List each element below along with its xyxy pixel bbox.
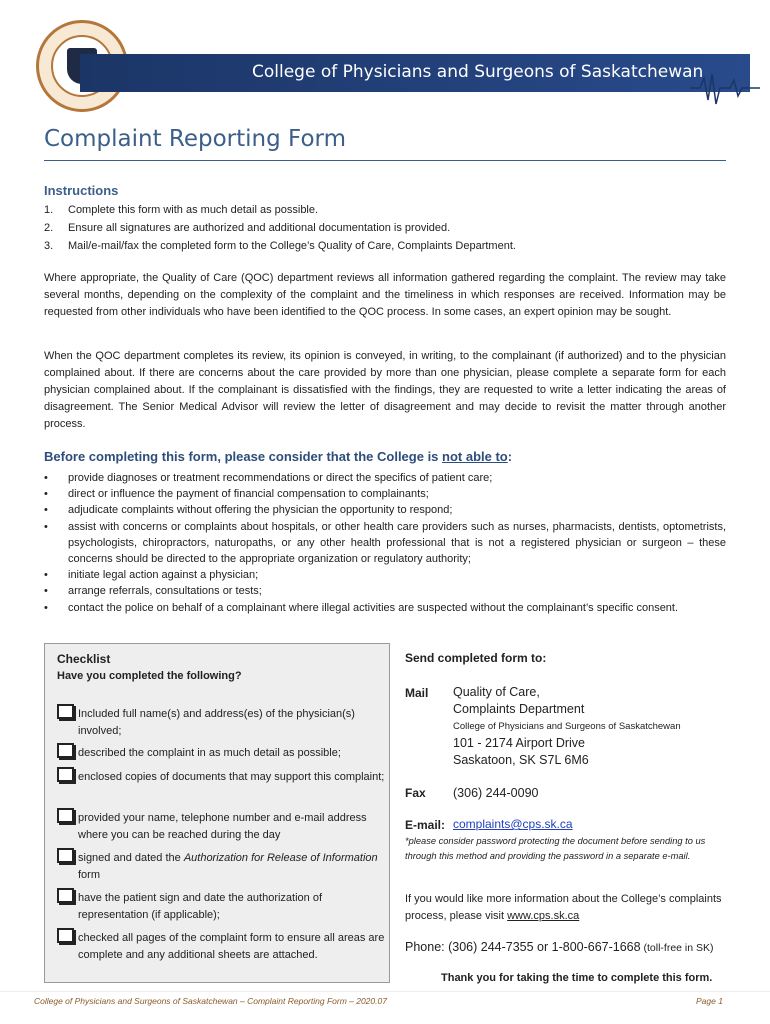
instruction-step: 2. Ensure all signatures are authorized and additional documentation is provided. xyxy=(44,222,451,234)
more-info-text: If you would like more information about the College’s complaints process, please visit www.cps.sk.ca xyxy=(405,893,722,922)
checkbox[interactable] xyxy=(57,848,74,863)
checklist-item: Included full name(s) and address(es) of the physician(s) involved; xyxy=(57,706,385,739)
checkbox[interactable] xyxy=(57,928,74,943)
list-item: • adjudicate complaints without offering the physician the opportunity to respond; xyxy=(44,504,453,517)
page-number: Page 1 xyxy=(696,996,723,1006)
list-item: • assist with concerns or complaints about hospitals, or other health care providers such as nurses, pharmacists, dentists, optometrists, psychologists, chiropractors, naturopaths, or any other health professional that is not a registered physician or surgeon – these concerns should be directed to the appropriate organization or regulatory authority; xyxy=(44,520,726,566)
footer-text: College of Physicians and Surgeons of Saskatchewan – Complaint Reporting Form – 2020.07 xyxy=(34,996,387,1006)
checklist-item: enclosed copies of documents that may support this complaint; xyxy=(57,769,385,786)
phone-numbers: Phone: (306) 244-7355 or 1-800-667-1668 (toll-free in SK) xyxy=(405,940,714,954)
checklist-item: provided your name, telephone number and e-mail address where you can be reached during the day xyxy=(57,810,385,843)
org-name: College of Physicians and Surgeons of Saskatchewan xyxy=(252,62,704,82)
checklist-item: described the complaint in as much detail as possible; xyxy=(57,745,385,762)
checklist-item: have the patient sign and date the authorization of representation (if applicable); xyxy=(57,890,385,923)
mail-address: Quality of Care, Complaints Department College of Physicians and Surgeons of Saskatchewan 101 - 2174 Airport Drive Saskatoon, SK S7L 6M6 xyxy=(453,685,681,767)
list-item: • initiate legal action against a physician; xyxy=(44,569,259,582)
list-item: • provide diagnoses or treatment recommendations or direct the specifics of patient care; xyxy=(44,472,493,484)
checkbox[interactable] xyxy=(57,704,74,719)
limitations-list xyxy=(44,470,726,616)
email-note: *please consider password protecting the document before sending to us through this method and providing the password in a separate e-mail. xyxy=(405,836,706,861)
instructions-paragraph-1: Where appropriate, the Quality of Care (QOC) department reviews all information gathered regarding the complaint. The review may take several months, depending on the complexity of the complaint and the timeliness in which responses are received. Information may be requested from other individuals who have been identified to the QOC process. In some cases, an expert opinion may be sought. xyxy=(44,272,726,318)
email-link[interactable]: complaints@cps.sk.ca xyxy=(453,817,573,831)
send-heading: Send completed form to: xyxy=(405,651,547,665)
list-item: • contact the police on behalf of a complainant where illegal activities are suspected without the complainant’s specific consent. xyxy=(44,601,679,614)
list-item: • arrange referrals, consultations or tests; xyxy=(44,585,262,598)
checklist-subtitle: Have you completed the following? xyxy=(57,670,242,682)
checklist-item: signed and dated the Authorization for Release of Information form xyxy=(57,850,385,883)
instructions-heading: Instructions xyxy=(44,183,119,198)
page-title: Complaint Reporting Form xyxy=(44,126,346,152)
limitations-heading: Before completing this form, please consider that the College is not able to: xyxy=(44,449,513,464)
email-label: E-mail: xyxy=(405,818,446,832)
checklist-title: Checklist xyxy=(57,652,111,666)
fax-label: Fax xyxy=(405,786,426,800)
instruction-step: 1. Complete this form with as much detail as possible. xyxy=(44,204,319,216)
list-item: • direct or influence the payment of financial compensation to complainants; xyxy=(44,488,429,501)
checkbox[interactable] xyxy=(57,767,74,782)
checklist-box xyxy=(44,643,390,983)
checkbox[interactable] xyxy=(57,808,74,823)
footer-divider xyxy=(0,991,770,992)
mail-label: Mail xyxy=(405,686,429,700)
fax-number: (306) 244-0090 xyxy=(453,786,539,800)
checklist-item: checked all pages of the complaint form to ensure all areas are complete and any additional sheets are attached. xyxy=(57,930,385,963)
instruction-steps xyxy=(44,204,734,258)
heartbeat-line-icon xyxy=(690,70,760,110)
instruction-step: 3. Mail/e-mail/fax the completed form to the College’s Quality of Care, Complaints Department. xyxy=(44,240,516,252)
checkbox[interactable] xyxy=(57,888,74,903)
checkbox[interactable] xyxy=(57,743,74,758)
thank-you-note: Thank you for taking the time to complete this form. xyxy=(441,972,713,984)
website-link[interactable]: www.cps.sk.ca xyxy=(507,910,580,922)
title-divider xyxy=(44,160,726,161)
instructions-paragraph-2: When the QOC department completes its review, its opinion is conveyed, in writing, to the complainant (if authorized) and to the physician complained about. If there are concerns about the care provided by more than one physician, please complete a separate form for each physician complained about. If the complainant is dissatisfied with the findings, they are requested to write a letter indicating the areas of disagreement. The Senior Medical Advisor will review the letter of disagreement and may decide to revisit the matter through another process. xyxy=(44,350,726,430)
